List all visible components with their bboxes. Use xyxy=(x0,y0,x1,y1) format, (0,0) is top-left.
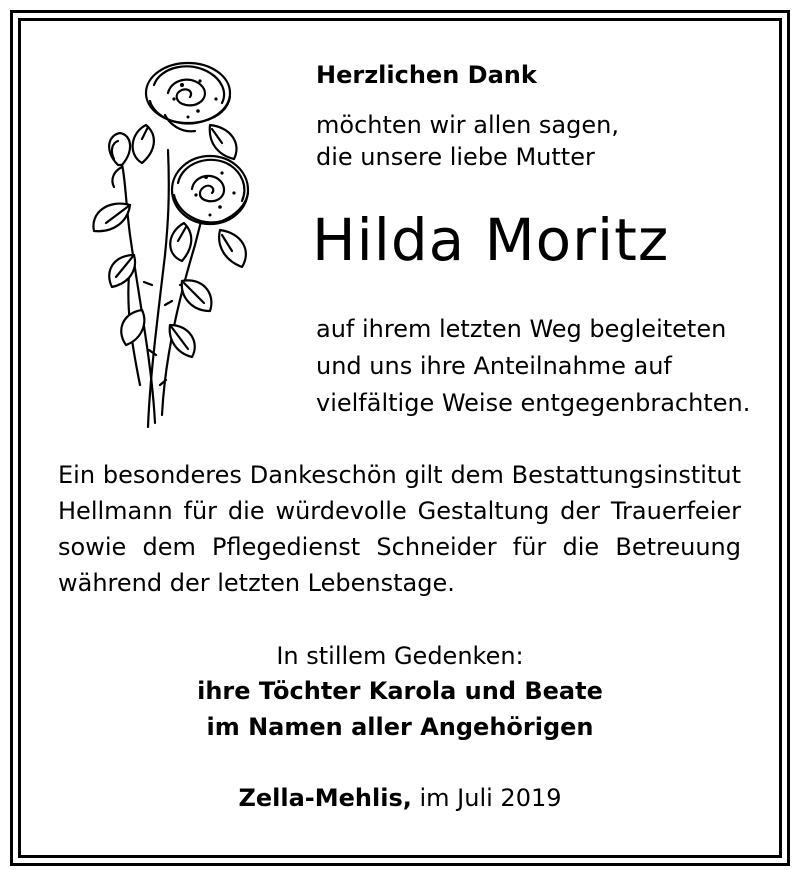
intro-line-1: möchten wir allen sagen, xyxy=(316,111,619,139)
deceased-name: Hilda Moritz xyxy=(312,206,670,274)
body-line-3: vielfältige Weise entgegenbrachten. xyxy=(316,389,751,417)
body-line-1: auf ihrem letzten Weg begleiteten xyxy=(316,315,727,343)
signer-line-2: im Namen aller Angehörigen xyxy=(206,713,594,741)
intro-line-2: die unsere liebe Mutter xyxy=(316,143,595,171)
rose-bouquet-icon xyxy=(70,55,270,435)
remembrance-line: In stillem Gedenken: xyxy=(276,642,524,670)
place-date xyxy=(0,780,800,816)
thanks-line-2: Hellmann für die würdevolle Gestaltung der Trauerfeier xyxy=(58,497,741,525)
thanks-line-1: Ein besonderes Dankeschön gilt dem Bestattungsinstitut xyxy=(58,461,741,489)
thanks-line-4: während der letzten Lebenstage. xyxy=(58,569,455,597)
body-line-2: und uns ihre Anteilnahme auf xyxy=(316,352,672,380)
place: Zella-Mehlis, xyxy=(238,784,412,812)
signer-line-1: ihre Töchter Karola und Beate xyxy=(197,677,603,705)
heading: Herzlichen Dank xyxy=(316,61,537,89)
thanks-paragraph xyxy=(58,457,741,601)
thanks-line-3: sowie dem Pflegedienst Schneider für die Betreuung xyxy=(58,533,741,561)
date: im Juli 2019 xyxy=(419,784,562,812)
